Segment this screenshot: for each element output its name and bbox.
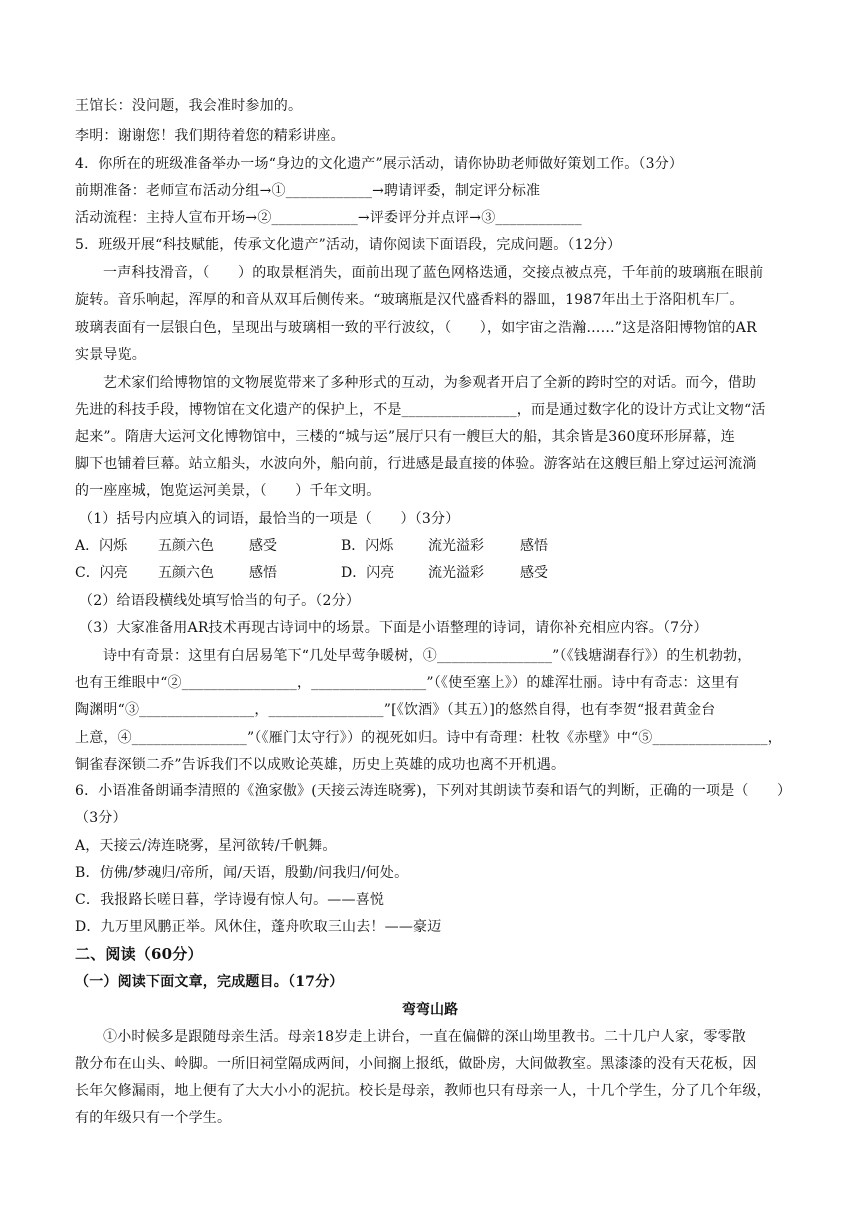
passage-line: 艺术家们给博物馆的文物展览带来了多种形式的互动，为参观者开启了全新的跨时空的对话。而今，借助 [103, 375, 757, 391]
article-line: 散分布在山头、岭脚。一所旧祠堂隔成两间，小间搁上报纸，做卧房，大间做教室。黑漆漆的没有天花板，因 [75, 1056, 757, 1072]
question-6-option-c: C．我报路长嗟日暮，学诗谩有惊人句。——喜悦 [75, 892, 385, 908]
article-line: 长年欠修漏雨，地上便有了大大小小的泥抗。校长是母亲，教师也只有母亲一人，十几个学生，分了几个年级， [75, 1083, 771, 1099]
question-6-score: （3分） [75, 810, 127, 826]
passage-line: 旋转。音乐响起，浑厚的和音从双耳后侧传来。“玻璃瓶是汉代盛香料的器皿，1987年出土于洛阳机车厂。 [75, 292, 744, 308]
passage-line: 玻璃表面有一层银白色，呈现出与玻璃相一致的平行波纹，（ ），如宇宙之浩瀚……”这是洛阳博物馆的AR [75, 320, 757, 336]
poetry-line: 陶渊明“③________________，________________”[《饮酒》（其五）]的悠然自得，也有李贺“报君黄金台 [75, 702, 716, 718]
question-6-option-d: D．九万里风鹏正举。风休住，蓬舟吹取三山去！——豪迈 [75, 919, 442, 935]
sub-question-2: （2）给语段横线处填写恰当的句子。（2分） [79, 593, 361, 609]
poetry-line: 诗中有奇景：这里有白居易笔下“几处早莺争暖树，①________________”（《钱塘湖春行》）的生机勃勃， [103, 648, 752, 664]
dialogue-line: 王馆长：没问题，我会准时参加的。 [75, 98, 303, 114]
sub-question-1: （1）括号内应填入的词语，最恰当的一项是（ ）（3分） [79, 511, 460, 527]
sub-question-3: （3）大家准备用AR技术再现古诗词中的场景。下面是小语整理的诗词，请你补充相应内容。（7分） [79, 620, 708, 636]
option-b: B．闪烁 [341, 538, 394, 554]
option-d-word: 流光溢彩 [428, 565, 484, 581]
question-4-prep: 前期准备：老师宣布活动分组→①____________→聘请评委，制定评分标准 [75, 183, 541, 199]
question-4: 4．你所在的班级准备举办一场“身边的文化遗产”展示活动，请你协助老师做好策划工作。（3分） [75, 156, 684, 172]
option-b-word: 感悟 [520, 538, 548, 554]
option-c: C．闪亮 [75, 565, 128, 581]
poetry-line: 上意，④________________”（《雁门太守行》）的视死如归。诗中有奇理：杜牧《赤壁》中“⑤________________， [75, 730, 782, 746]
question-4-flow: 活动流程：主持人宣布开场→②____________→评委评分并点评→③____________ [75, 210, 582, 226]
option-c-word: 五颜六色 [158, 565, 214, 581]
poetry-line: 也有王维眼中“②________________，________________”（《使至塞上》）的雄浑壮丽。诗中有奇志：这里有 [75, 675, 740, 691]
passage-line: 实景导览。 [75, 347, 146, 363]
option-d-word: 感受 [520, 565, 548, 581]
option-c-word: 感悟 [249, 565, 277, 581]
passage-line: 的一座座城，饱览运河美景，（ ）千年文明。 [75, 483, 381, 499]
option-d: D．闪亮 [341, 565, 395, 581]
passage-line: 先进的科技手段，博物馆在文化遗产的保护上，不是________________，而是通过数字化的设计方式让文物“活 [75, 402, 766, 418]
article-line: ①小时候多是跟随母亲生活。母亲18岁走上讲台，一直在偏僻的深山坳里教书。二十几户人家，零零散 [103, 1029, 747, 1045]
dialogue-line: 李明：谢谢您！我们期待着您的精彩讲座。 [75, 128, 345, 144]
option-b-word: 流光溢彩 [428, 538, 484, 554]
passage-line: 起来”。隋唐大运河文化博物馆中，三楼的“城与运”展厅只有一艘巨大的船，其余皆是360度环形屏幕，连 [75, 429, 735, 445]
option-a: A．闪烁 [75, 538, 128, 554]
article-line: 有的年级只有一个学生。 [75, 1110, 232, 1126]
question-6: 6．小语准备朗诵李清照的《渔家傲》(天接云涛连晓雾)，下列对其朗读节奏和语气的判断，正确的一项是（ ） [75, 783, 792, 799]
option-a-word: 五颜六色 [158, 538, 214, 554]
passage-line: 脚下也铺着巨幕。站立船头，水波向外，船向前，行进感是最直接的体验。游客站在这艘巨船上穿过运河流淌 [75, 456, 757, 472]
question-6-option-a: A，天接云/涛连晓雾，星河欲转/千帆舞。 [75, 838, 337, 854]
question-5: 5．班级开展“科技赋能，传承文化遗产”活动，请你阅读下面语段，完成问题。（12分） [75, 237, 622, 253]
article-title: 弯弯山路 [401, 1002, 459, 1018]
subsection-heading: （一）阅读下面文章，完成题目。（17分） [75, 974, 344, 990]
passage-line: 一声科技滑音，（ ）的取景框消失，面前出现了蓝色网格迭通，交接点被点亮，千年前的玻璃瓶在眼前 [103, 265, 764, 281]
option-a-word: 感受 [249, 538, 277, 554]
poetry-line: 铜雀春深锁二乔”告诉我们不以成败论英雄，历史上英雄的成功也离不开机遇。 [75, 757, 566, 773]
question-6-option-b: B．仿佛/梦魂归/帝所，闻/天语，殷勤/问我归/何处。 [75, 865, 409, 881]
section-heading: 二、阅读（60分） [75, 945, 203, 963]
